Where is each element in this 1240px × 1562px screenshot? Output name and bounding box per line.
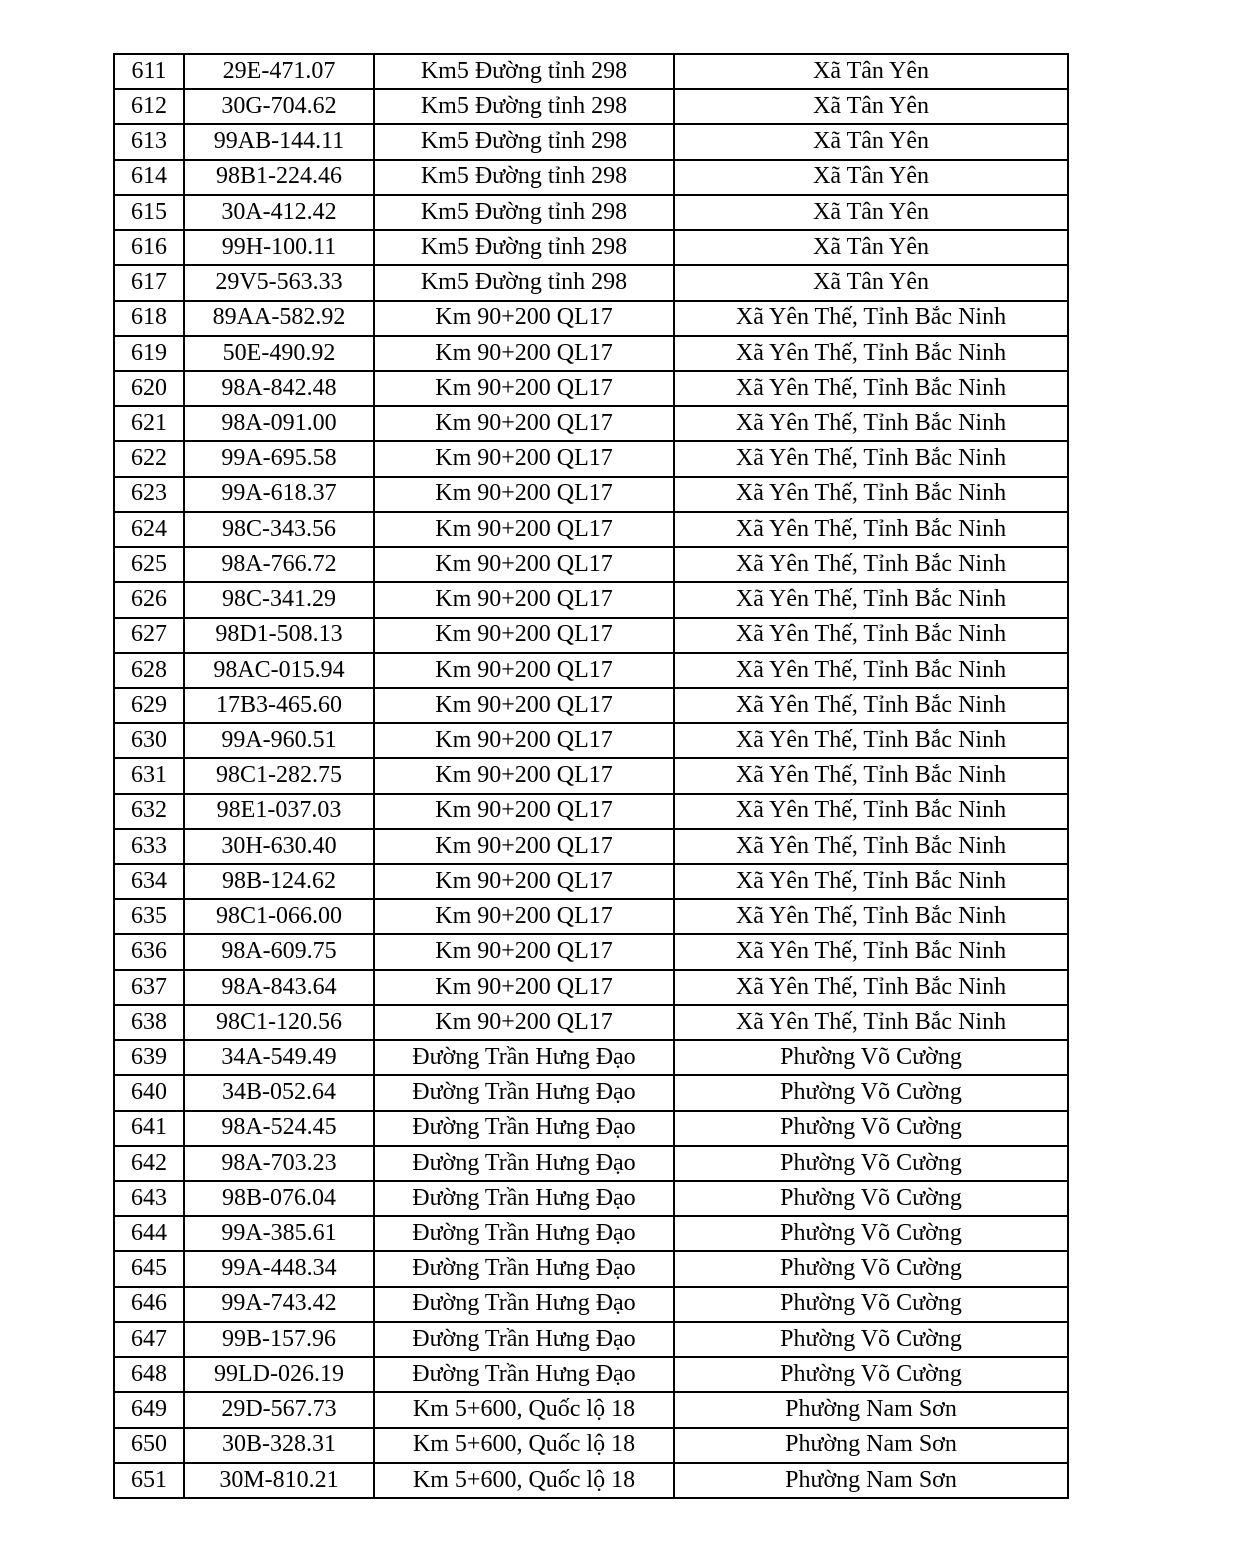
cell-row-number: 626 xyxy=(114,582,184,617)
cell-row-number: 614 xyxy=(114,160,184,195)
cell-ward: Phường Võ Cường xyxy=(674,1040,1068,1075)
cell-license-plate: 98A-091.00 xyxy=(184,406,374,441)
table-row xyxy=(114,582,1068,617)
table-row xyxy=(114,336,1068,371)
cell-location: Km 90+200 QL17 xyxy=(374,688,674,723)
cell-ward: Phường Võ Cường xyxy=(674,1322,1068,1357)
table-row xyxy=(114,477,1068,512)
cell-license-plate: 98C1-120.56 xyxy=(184,1005,374,1040)
cell-row-number: 615 xyxy=(114,195,184,230)
table-row xyxy=(114,829,1068,864)
table-row xyxy=(114,160,1068,195)
cell-ward: Xã Tân Yên xyxy=(674,89,1068,124)
table-row xyxy=(114,1322,1068,1357)
table-row xyxy=(114,124,1068,159)
cell-ward: Xã Tân Yên xyxy=(674,54,1068,89)
table-row xyxy=(114,1075,1068,1110)
cell-location: Đường Trần Hưng Đạo xyxy=(374,1146,674,1181)
cell-ward: Xã Yên Thế, Tỉnh Bắc Ninh xyxy=(674,899,1068,934)
cell-location: Km 90+200 QL17 xyxy=(374,371,674,406)
table-row xyxy=(114,512,1068,547)
cell-row-number: 619 xyxy=(114,336,184,371)
table-row xyxy=(114,230,1068,265)
table-row xyxy=(114,1287,1068,1322)
cell-row-number: 616 xyxy=(114,230,184,265)
cell-license-plate: 98C-343.56 xyxy=(184,512,374,547)
table-row xyxy=(114,653,1068,688)
cell-license-plate: 29D-567.73 xyxy=(184,1392,374,1427)
cell-license-plate: 30H-630.40 xyxy=(184,829,374,864)
cell-ward: Phường Võ Cường xyxy=(674,1216,1068,1251)
cell-location: Km 5+600, Quốc lộ 18 xyxy=(374,1463,674,1498)
cell-license-plate: 98B1-224.46 xyxy=(184,160,374,195)
cell-ward: Xã Yên Thế, Tỉnh Bắc Ninh xyxy=(674,1005,1068,1040)
cell-license-plate: 99A-743.42 xyxy=(184,1287,374,1322)
cell-row-number: 620 xyxy=(114,371,184,406)
cell-license-plate: 89AA-582.92 xyxy=(184,301,374,336)
cell-location: Km5 Đường tỉnh 298 xyxy=(374,89,674,124)
table-row xyxy=(114,406,1068,441)
cell-ward: Phường Võ Cường xyxy=(674,1075,1068,1110)
cell-location: Km5 Đường tỉnh 298 xyxy=(374,54,674,89)
cell-row-number: 636 xyxy=(114,934,184,969)
cell-ward: Xã Yên Thế, Tỉnh Bắc Ninh xyxy=(674,688,1068,723)
cell-location: Đường Trần Hưng Đạo xyxy=(374,1357,674,1392)
cell-license-plate: 98A-843.64 xyxy=(184,970,374,1005)
cell-ward: Xã Yên Thế, Tỉnh Bắc Ninh xyxy=(674,547,1068,582)
cell-license-plate: 98A-842.48 xyxy=(184,371,374,406)
table-row xyxy=(114,1005,1068,1040)
cell-ward: Xã Yên Thế, Tỉnh Bắc Ninh xyxy=(674,970,1068,1005)
table-row xyxy=(114,864,1068,899)
cell-location: Km 5+600, Quốc lộ 18 xyxy=(374,1392,674,1427)
cell-ward: Xã Tân Yên xyxy=(674,124,1068,159)
cell-row-number: 650 xyxy=(114,1428,184,1463)
cell-location: Km 90+200 QL17 xyxy=(374,970,674,1005)
cell-row-number: 634 xyxy=(114,864,184,899)
cell-row-number: 651 xyxy=(114,1463,184,1498)
table-row xyxy=(114,301,1068,336)
cell-license-plate: 99LD-026.19 xyxy=(184,1357,374,1392)
cell-location: Km 90+200 QL17 xyxy=(374,1005,674,1040)
cell-license-plate: 99A-385.61 xyxy=(184,1216,374,1251)
table-row xyxy=(114,1392,1068,1427)
table-row xyxy=(114,1251,1068,1286)
cell-row-number: 635 xyxy=(114,899,184,934)
cell-license-plate: 30M-810.21 xyxy=(184,1463,374,1498)
cell-license-plate: 98A-703.23 xyxy=(184,1146,374,1181)
cell-ward: Phường Võ Cường xyxy=(674,1251,1068,1286)
cell-ward: Xã Yên Thế, Tỉnh Bắc Ninh xyxy=(674,934,1068,969)
cell-ward: Xã Yên Thế, Tỉnh Bắc Ninh xyxy=(674,758,1068,793)
cell-location: Km 90+200 QL17 xyxy=(374,829,674,864)
cell-row-number: 649 xyxy=(114,1392,184,1427)
cell-row-number: 623 xyxy=(114,477,184,512)
cell-row-number: 648 xyxy=(114,1357,184,1392)
cell-license-plate: 98C-341.29 xyxy=(184,582,374,617)
cell-license-plate: 98B-124.62 xyxy=(184,864,374,899)
cell-location: Km 90+200 QL17 xyxy=(374,934,674,969)
cell-ward: Xã Yên Thế, Tỉnh Bắc Ninh xyxy=(674,406,1068,441)
table-row xyxy=(114,547,1068,582)
table-row xyxy=(114,195,1068,230)
cell-row-number: 622 xyxy=(114,441,184,476)
cell-license-plate: 98A-609.75 xyxy=(184,934,374,969)
table-body xyxy=(114,54,1068,1498)
cell-row-number: 628 xyxy=(114,653,184,688)
cell-location: Km5 Đường tỉnh 298 xyxy=(374,160,674,195)
table-row xyxy=(114,794,1068,829)
cell-license-plate: 50E-490.92 xyxy=(184,336,374,371)
cell-license-plate: 99A-695.58 xyxy=(184,441,374,476)
table-row xyxy=(114,1428,1068,1463)
cell-ward: Phường Nam Sơn xyxy=(674,1392,1068,1427)
cell-ward: Xã Yên Thế, Tỉnh Bắc Ninh xyxy=(674,477,1068,512)
cell-location: Đường Trần Hưng Đạo xyxy=(374,1322,674,1357)
table-row xyxy=(114,265,1068,300)
table-row xyxy=(114,1463,1068,1498)
cell-location: Km 90+200 QL17 xyxy=(374,477,674,512)
cell-ward: Xã Yên Thế, Tỉnh Bắc Ninh xyxy=(674,618,1068,653)
table-row xyxy=(114,618,1068,653)
license-plate-table xyxy=(113,53,1069,1499)
table-row xyxy=(114,371,1068,406)
cell-ward: Xã Yên Thế, Tỉnh Bắc Ninh xyxy=(674,512,1068,547)
cell-location: Km 90+200 QL17 xyxy=(374,794,674,829)
table-row xyxy=(114,54,1068,89)
cell-row-number: 617 xyxy=(114,265,184,300)
cell-location: Đường Trần Hưng Đạo xyxy=(374,1111,674,1146)
cell-ward: Xã Tân Yên xyxy=(674,230,1068,265)
cell-row-number: 612 xyxy=(114,89,184,124)
table-row xyxy=(114,1216,1068,1251)
cell-license-plate: 98A-524.45 xyxy=(184,1111,374,1146)
table-row xyxy=(114,758,1068,793)
cell-location: Km 90+200 QL17 xyxy=(374,547,674,582)
cell-license-plate: 98AC-015.94 xyxy=(184,653,374,688)
cell-ward: Phường Võ Cường xyxy=(674,1287,1068,1322)
cell-location: Km5 Đường tỉnh 298 xyxy=(374,195,674,230)
cell-ward: Xã Yên Thế, Tỉnh Bắc Ninh xyxy=(674,371,1068,406)
cell-ward: Xã Yên Thế, Tỉnh Bắc Ninh xyxy=(674,336,1068,371)
cell-license-plate: 99A-618.37 xyxy=(184,477,374,512)
cell-row-number: 627 xyxy=(114,618,184,653)
cell-ward: Xã Yên Thế, Tỉnh Bắc Ninh xyxy=(674,653,1068,688)
cell-location: Km 90+200 QL17 xyxy=(374,864,674,899)
cell-row-number: 624 xyxy=(114,512,184,547)
cell-row-number: 642 xyxy=(114,1146,184,1181)
table-row xyxy=(114,89,1068,124)
cell-ward: Phường Nam Sơn xyxy=(674,1428,1068,1463)
cell-license-plate: 98C1-066.00 xyxy=(184,899,374,934)
cell-license-plate: 99H-100.11 xyxy=(184,230,374,265)
cell-location: Km 90+200 QL17 xyxy=(374,441,674,476)
cell-row-number: 639 xyxy=(114,1040,184,1075)
cell-ward: Xã Yên Thế, Tỉnh Bắc Ninh xyxy=(674,829,1068,864)
cell-license-plate: 29E-471.07 xyxy=(184,54,374,89)
cell-location: Km 5+600, Quốc lộ 18 xyxy=(374,1428,674,1463)
cell-row-number: 630 xyxy=(114,723,184,758)
cell-row-number: 641 xyxy=(114,1111,184,1146)
cell-row-number: 633 xyxy=(114,829,184,864)
cell-ward: Phường Nam Sơn xyxy=(674,1463,1068,1498)
cell-license-plate: 99AB-144.11 xyxy=(184,124,374,159)
cell-location: Km 90+200 QL17 xyxy=(374,723,674,758)
cell-location: Đường Trần Hưng Đạo xyxy=(374,1075,674,1110)
cell-license-plate: 34B-052.64 xyxy=(184,1075,374,1110)
cell-row-number: 638 xyxy=(114,1005,184,1040)
cell-location: Km 90+200 QL17 xyxy=(374,301,674,336)
cell-ward: Xã Tân Yên xyxy=(674,195,1068,230)
cell-ward: Xã Tân Yên xyxy=(674,265,1068,300)
cell-row-number: 631 xyxy=(114,758,184,793)
cell-license-plate: 34A-549.49 xyxy=(184,1040,374,1075)
cell-location: Km 90+200 QL17 xyxy=(374,406,674,441)
cell-row-number: 632 xyxy=(114,794,184,829)
cell-row-number: 629 xyxy=(114,688,184,723)
cell-license-plate: 17B3-465.60 xyxy=(184,688,374,723)
cell-location: Đường Trần Hưng Đạo xyxy=(374,1181,674,1216)
cell-ward: Xã Yên Thế, Tỉnh Bắc Ninh xyxy=(674,582,1068,617)
cell-location: Km 90+200 QL17 xyxy=(374,899,674,934)
cell-row-number: 621 xyxy=(114,406,184,441)
cell-license-plate: 30A-412.42 xyxy=(184,195,374,230)
table-row xyxy=(114,1111,1068,1146)
cell-location: Km 90+200 QL17 xyxy=(374,618,674,653)
cell-license-plate: 98E1-037.03 xyxy=(184,794,374,829)
cell-license-plate: 98B-076.04 xyxy=(184,1181,374,1216)
cell-ward: Xã Yên Thế, Tỉnh Bắc Ninh xyxy=(674,794,1068,829)
table-row xyxy=(114,1181,1068,1216)
cell-row-number: 646 xyxy=(114,1287,184,1322)
cell-license-plate: 30B-328.31 xyxy=(184,1428,374,1463)
cell-ward: Phường Võ Cường xyxy=(674,1357,1068,1392)
cell-row-number: 613 xyxy=(114,124,184,159)
cell-location: Km5 Đường tỉnh 298 xyxy=(374,265,674,300)
cell-license-plate: 98C1-282.75 xyxy=(184,758,374,793)
cell-location: Km5 Đường tỉnh 298 xyxy=(374,124,674,159)
cell-location: Đường Trần Hưng Đạo xyxy=(374,1216,674,1251)
table-row xyxy=(114,1357,1068,1392)
cell-location: Km 90+200 QL17 xyxy=(374,653,674,688)
cell-ward: Phường Võ Cường xyxy=(674,1111,1068,1146)
cell-row-number: 637 xyxy=(114,970,184,1005)
cell-license-plate: 30G-704.62 xyxy=(184,89,374,124)
cell-location: Đường Trần Hưng Đạo xyxy=(374,1251,674,1286)
cell-license-plate: 99A-448.34 xyxy=(184,1251,374,1286)
cell-row-number: 647 xyxy=(114,1322,184,1357)
cell-row-number: 640 xyxy=(114,1075,184,1110)
cell-ward: Xã Tân Yên xyxy=(674,160,1068,195)
table-row xyxy=(114,934,1068,969)
table-row xyxy=(114,723,1068,758)
cell-row-number: 643 xyxy=(114,1181,184,1216)
cell-license-plate: 99B-157.96 xyxy=(184,1322,374,1357)
cell-location: Km 90+200 QL17 xyxy=(374,512,674,547)
cell-ward: Xã Yên Thế, Tỉnh Bắc Ninh xyxy=(674,723,1068,758)
cell-ward: Phường Võ Cường xyxy=(674,1181,1068,1216)
cell-ward: Xã Yên Thế, Tỉnh Bắc Ninh xyxy=(674,441,1068,476)
table-row xyxy=(114,899,1068,934)
cell-ward: Xã Yên Thế, Tỉnh Bắc Ninh xyxy=(674,301,1068,336)
table-row xyxy=(114,441,1068,476)
table-row xyxy=(114,1040,1068,1075)
cell-row-number: 644 xyxy=(114,1216,184,1251)
cell-location: Đường Trần Hưng Đạo xyxy=(374,1287,674,1322)
cell-ward: Xã Yên Thế, Tỉnh Bắc Ninh xyxy=(674,864,1068,899)
cell-location: Km 90+200 QL17 xyxy=(374,336,674,371)
cell-ward: Phường Võ Cường xyxy=(674,1146,1068,1181)
cell-row-number: 645 xyxy=(114,1251,184,1286)
cell-location: Đường Trần Hưng Đạo xyxy=(374,1040,674,1075)
cell-license-plate: 98A-766.72 xyxy=(184,547,374,582)
cell-row-number: 625 xyxy=(114,547,184,582)
cell-row-number: 611 xyxy=(114,54,184,89)
cell-license-plate: 29V5-563.33 xyxy=(184,265,374,300)
cell-location: Km 90+200 QL17 xyxy=(374,758,674,793)
cell-license-plate: 99A-960.51 xyxy=(184,723,374,758)
cell-row-number: 618 xyxy=(114,301,184,336)
table-row xyxy=(114,688,1068,723)
cell-location: Km5 Đường tỉnh 298 xyxy=(374,230,674,265)
cell-license-plate: 98D1-508.13 xyxy=(184,618,374,653)
table-row xyxy=(114,1146,1068,1181)
cell-location: Km 90+200 QL17 xyxy=(374,582,674,617)
table-row xyxy=(114,970,1068,1005)
